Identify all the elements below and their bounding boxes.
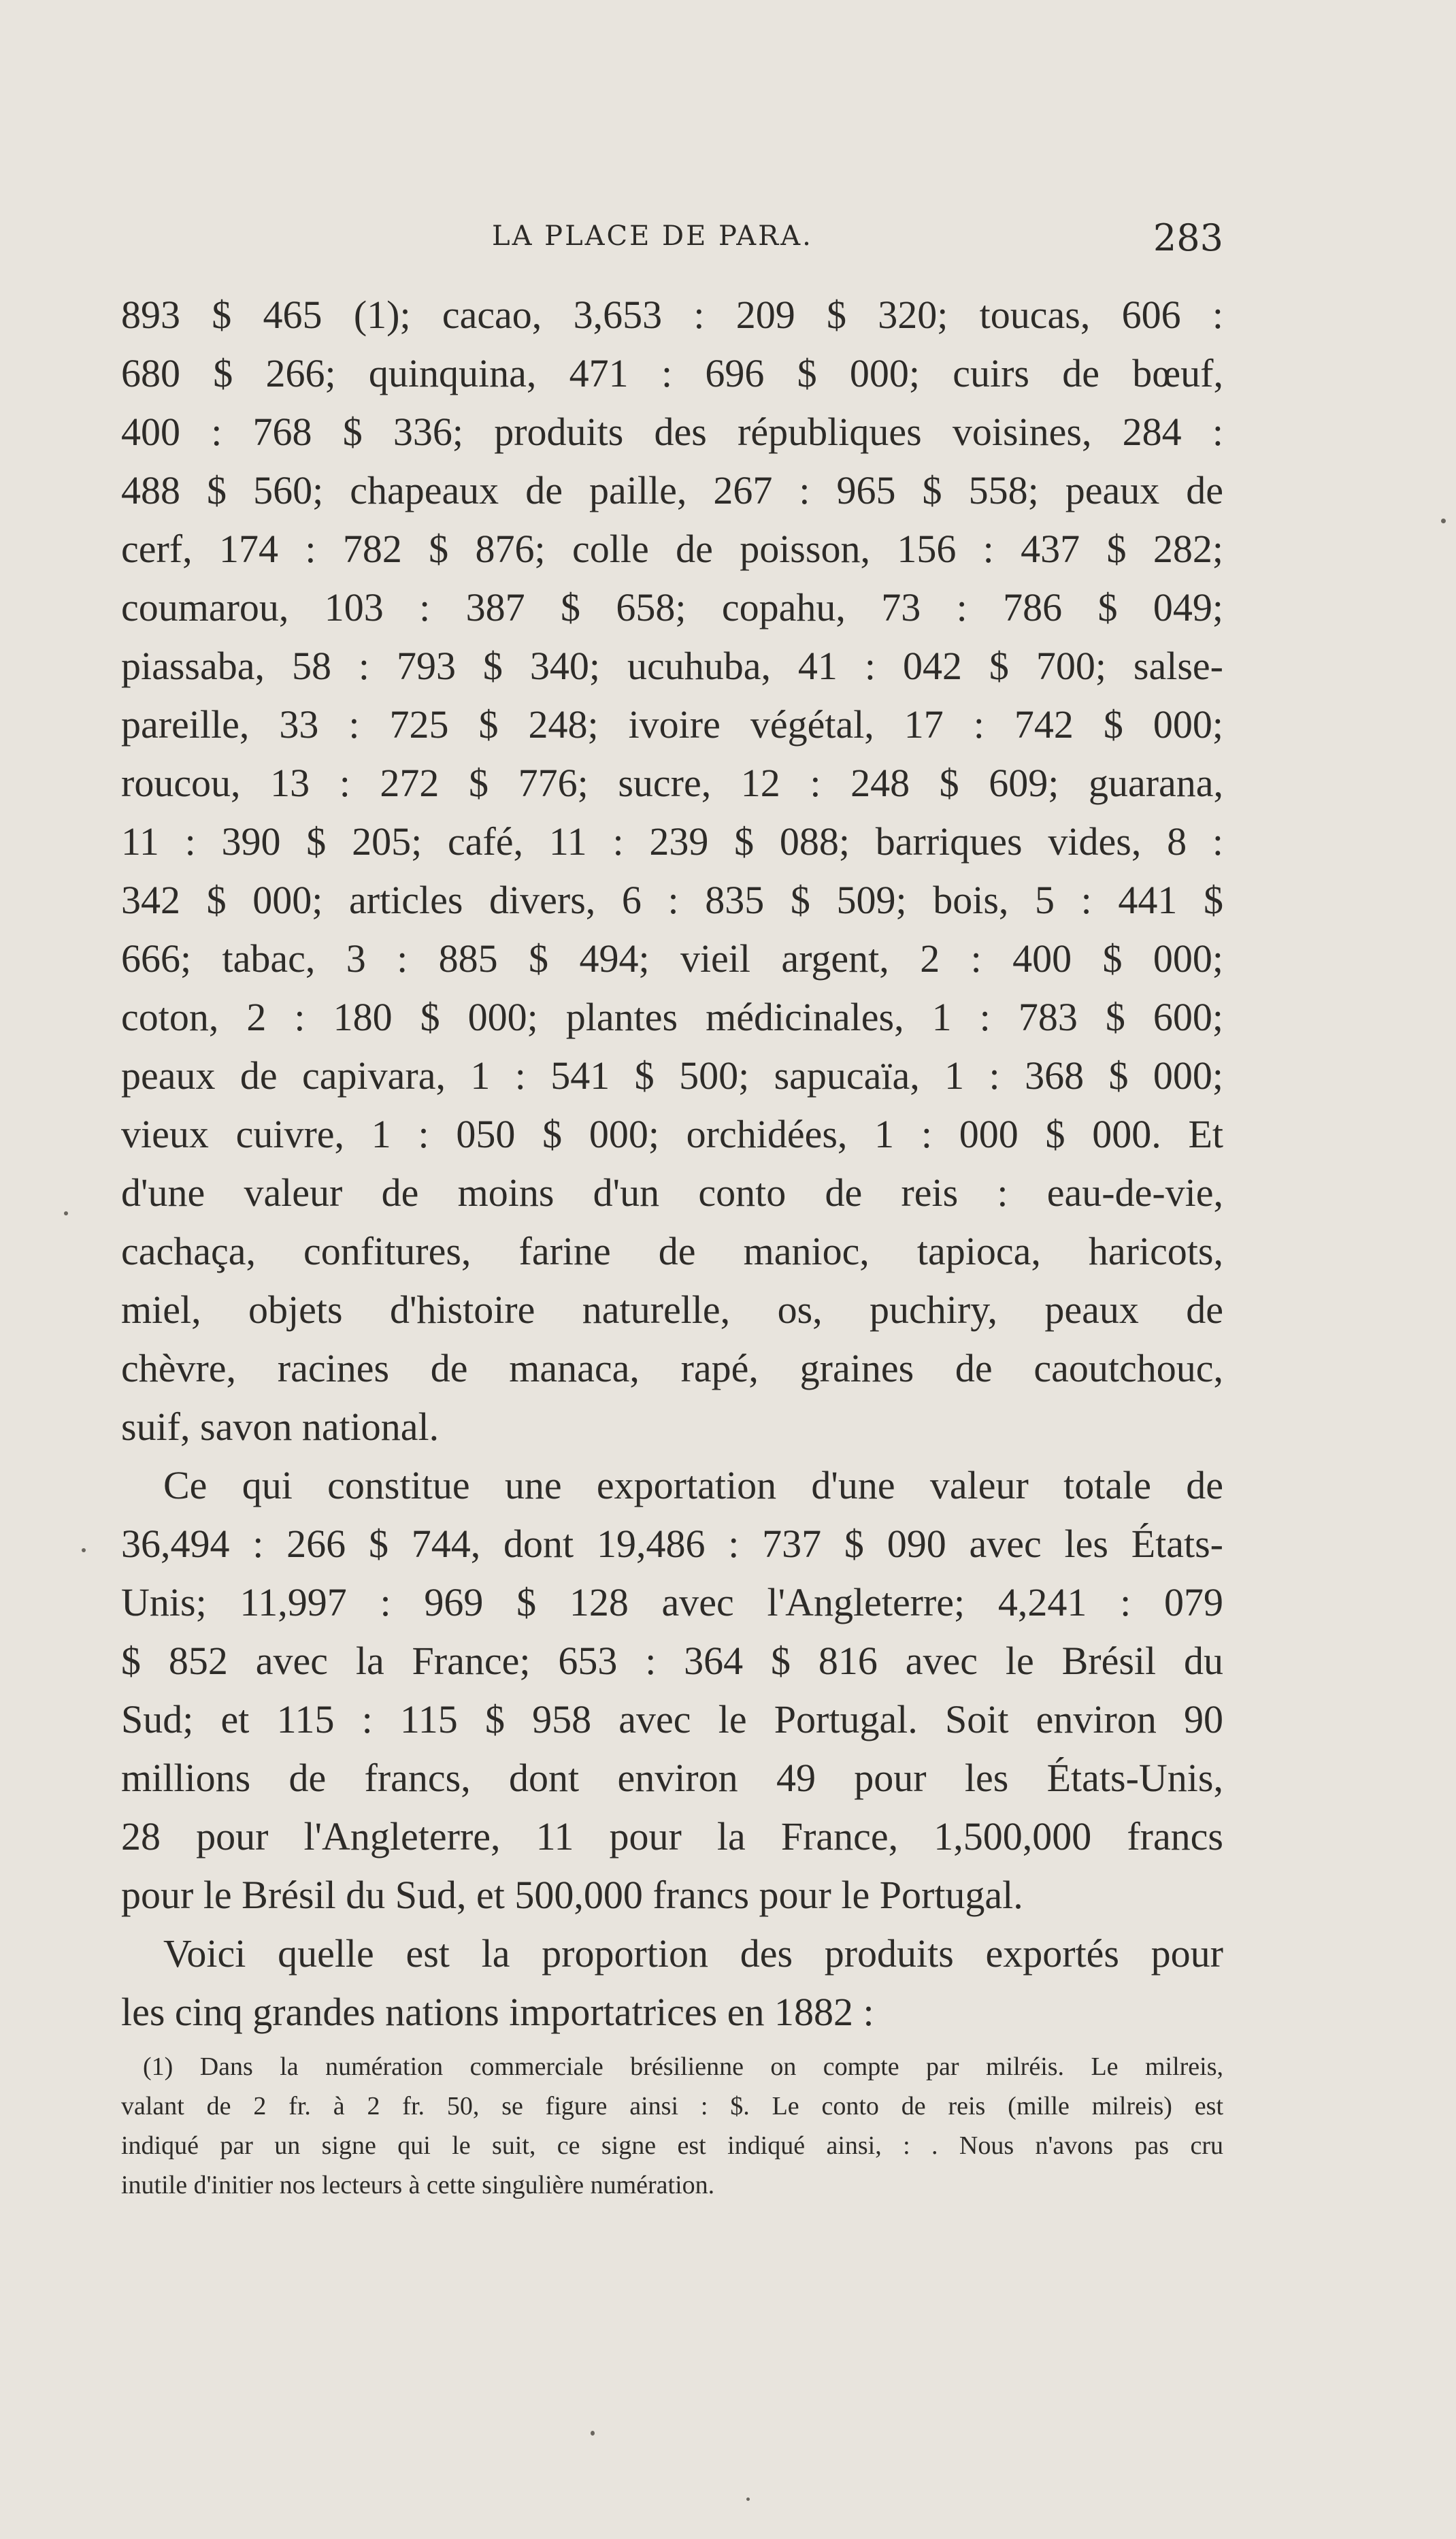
- ink-speck: [746, 2497, 750, 2501]
- text-line: miel, objets d'histoire naturelle, os, puchiry, peaux de: [121, 1288, 1223, 1332]
- text-line: peaux de capivara, 1 : 541 $ 500; sapucaïa, 1 : 368 $ 000;: [121, 1053, 1223, 1098]
- text-line: 11 : 390 $ 205; café, 11 : 239 $ 088; barriques vides, 8 :: [121, 819, 1223, 864]
- paragraph-start-line: Voici quelle est la proportion des produits exportés pour: [163, 1931, 1223, 1976]
- paragraph-end-line: suif, savon national.: [121, 1405, 440, 1449]
- page-number: 283: [1153, 216, 1223, 259]
- text-line: piassaba, 58 : 793 $ 340; ucuhuba, 41 : 042 $ 700; salse-: [121, 644, 1223, 688]
- running-head: [121, 216, 1223, 257]
- text-line: 893 $ 465 (1); cacao, 3,653 : 209 $ 320; toucas, 606 :: [121, 293, 1223, 337]
- text-line: 666; tabac, 3 : 885 $ 494; vieil argent, 2 : 400 $ 000;: [121, 936, 1223, 981]
- text-line: Sud; et 115 : 115 $ 958 avec le Portugal. Soit environ 90: [121, 1697, 1223, 1741]
- text-line: 680 $ 266; quinquina, 471 : 696 $ 000; cuirs de bœuf,: [121, 351, 1223, 395]
- body-text: [121, 286, 1223, 2042]
- text-line: $ 852 avec la France; 653 : 364 $ 816 avec le Brésil du: [121, 1639, 1223, 1683]
- text-line: 342 $ 000; articles divers, 6 : 835 $ 509; bois, 5 : 441 $: [121, 878, 1223, 922]
- footnote: [121, 2047, 1223, 2205]
- footnote-line: valant de 2 fr. à 2 fr. 50, se figure ainsi : $. Le conto de reis (mille milreis) est: [121, 2092, 1223, 2120]
- running-title: LA PLACE DE PARA.: [492, 220, 813, 252]
- text-line: roucou, 13 : 272 $ 776; sucre, 12 : 248 $ 609; guarana,: [121, 761, 1223, 805]
- footnote-line: inutile d'initier nos lecteurs à cette singulière numération.: [121, 2171, 715, 2199]
- text-line: 28 pour l'Angleterre, 11 pour la France, 1,500,000 francs: [121, 1814, 1223, 1858]
- text-line: Unis; 11,997 : 969 $ 128 avec l'Angleterre; 4,241 : 079: [121, 1580, 1223, 1624]
- text-line: coumarou, 103 : 387 $ 658; copahu, 73 : 786 $ 049;: [121, 585, 1223, 629]
- text-line: 400 : 768 $ 336; produits des républiques voisines, 284 :: [121, 410, 1223, 454]
- text-line: 488 $ 560; chapeaux de paille, 267 : 965 $ 558; peaux de: [121, 468, 1223, 512]
- paragraph-end-line: les cinq grandes nations importatrices en 1882 :: [121, 1990, 874, 2034]
- text-line: 36,494 : 266 $ 744, dont 19,486 : 737 $ 090 avec les États-: [121, 1522, 1223, 1566]
- text-line: vieux cuivre, 1 : 050 $ 000; orchidées, 1 : 000 $ 000. Et: [121, 1112, 1223, 1156]
- text-line: millions de francs, dont environ 49 pour les États-Unis,: [121, 1756, 1223, 1800]
- ink-speck: [591, 2431, 595, 2436]
- paragraph-start-line: Ce qui constitue une exportation d'une valeur totale de: [163, 1463, 1223, 1507]
- footnote-line: (1) Dans la numération commerciale brésilienne on compte par milréis. Le milreis,: [143, 2052, 1223, 2081]
- text-line: pareille, 33 : 725 $ 248; ivoire végétal, 17 : 742 $ 000;: [121, 702, 1223, 747]
- ink-speck: [64, 1211, 68, 1215]
- text-line: coton, 2 : 180 $ 000; plantes médicinales, 1 : 783 $ 600;: [121, 995, 1223, 1039]
- text-line: cachaça, confitures, farine de manioc, tapioca, haricots,: [121, 1229, 1223, 1273]
- text-line: chèvre, racines de manaca, rapé, graines de caoutchouc,: [121, 1346, 1223, 1390]
- text-line: d'une valeur de moins d'un conto de reis : eau-de-vie,: [121, 1170, 1223, 1215]
- ink-speck: [1441, 519, 1446, 523]
- text-line: cerf, 174 : 782 $ 876; colle de poisson, 156 : 437 $ 282;: [121, 527, 1223, 571]
- paragraph-end-line: pour le Brésil du Sud, et 500,000 francs pour le Portugal.: [121, 1873, 1023, 1917]
- footnote-line: indiqué par un signe qui le suit, ce signe est indiqué ainsi, : . Nous n'avons pas cru: [121, 2131, 1223, 2160]
- ink-speck: [82, 1548, 86, 1552]
